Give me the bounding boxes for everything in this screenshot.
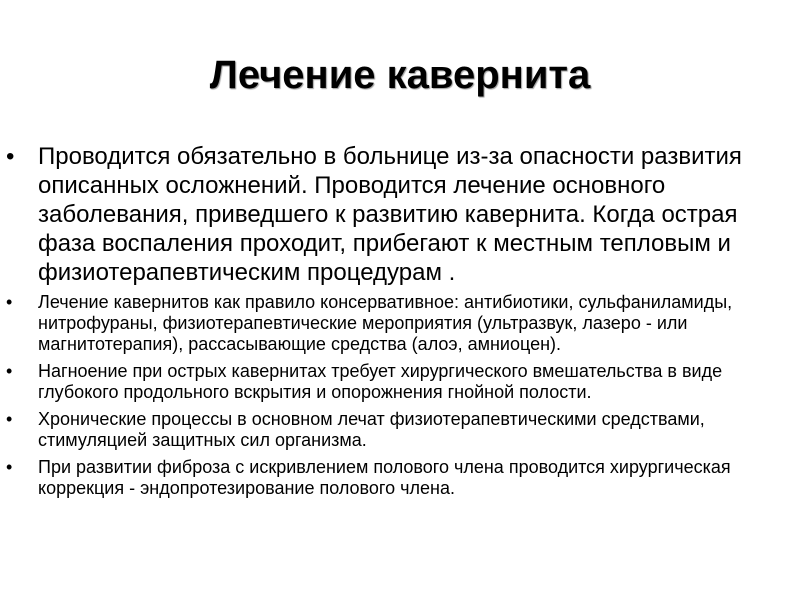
bullet-item	[0, 142, 800, 287]
bullet-text: При развитии фиброза с искривлением полового члена проводится хирургическая коррекция - эндопротезирование полового члена.	[38, 457, 731, 498]
bullet-text: Нагноение при острых кавернитах требует хирургического вмешательства в виде глубокого продольного вскрытия и опорожнения гнойной полости.	[38, 361, 723, 402]
bullet-icon: •	[6, 143, 15, 170]
bullet-item	[0, 292, 800, 355]
bullet-icon: •	[6, 457, 13, 477]
bullet-text: Проводится обязательно в больнице из-за опасности развития описанных осложнений. Проводится лечение основного заболевания, приведшего к развитию кавернита. Когда острая фаза воспаления проходит, прибегают к местным тепловым и физиотерапевтическим процедурам .	[38, 143, 742, 286]
slide-title: Лечение кавернита	[209, 53, 591, 97]
bullet-icon: •	[6, 292, 13, 312]
bullet-list	[0, 142, 800, 505]
bullet-text: Хронические процессы в основном лечат физиотерапевтическими средствами, стимуляцией защитных сил организма.	[38, 409, 705, 450]
bullet-icon: •	[6, 409, 13, 429]
bullet-item	[0, 361, 800, 403]
bullet-item	[0, 457, 800, 499]
bullet-icon: •	[6, 361, 13, 381]
bullet-text: Лечение кавернитов как правило консервативное: антибиотики, сульфаниламиды, нитрофураны, физиотерапевтические мероприятия (ультразвук, лазеро - или магнитотерапия), рассасывающие средства (алоэ, амниоцен).	[38, 292, 733, 354]
bullet-item	[0, 409, 800, 451]
